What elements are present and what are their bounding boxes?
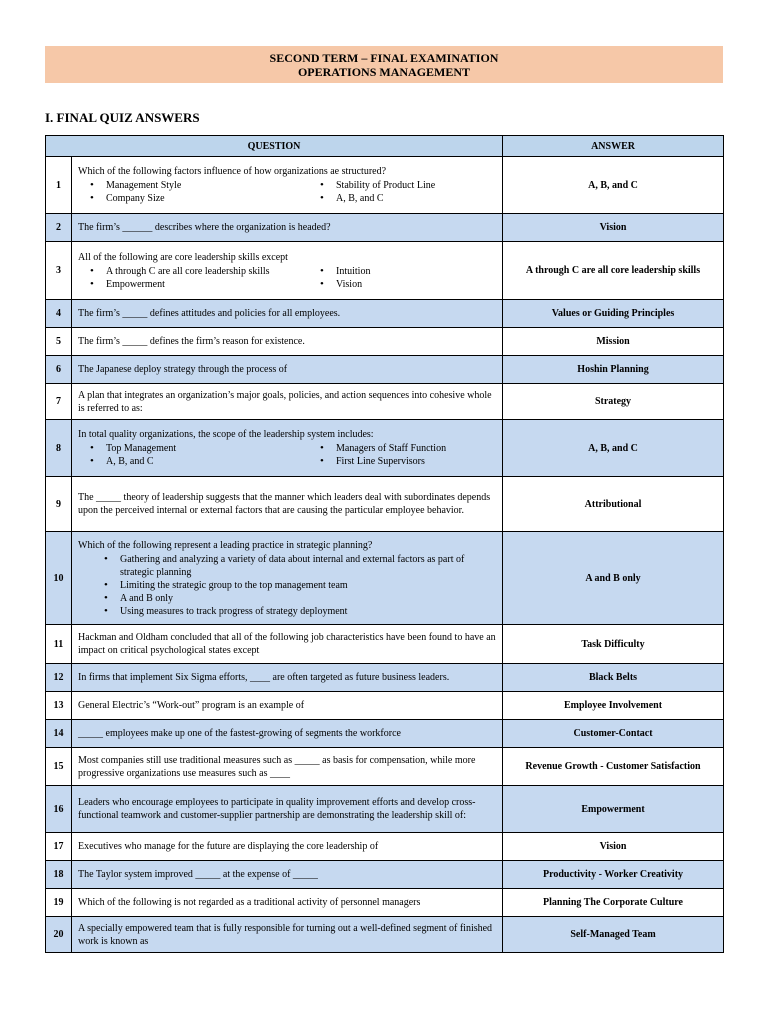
question-number: 10 [46,532,72,625]
table-row [46,664,724,692]
table-row [46,214,724,242]
answer-cell: Vision [503,214,724,242]
answer-cell: A and B only [503,532,724,625]
answer-option: • Limiting the strategic group to the top management team [102,579,496,592]
question-text: Leaders who encourage employees to participate in quality improvement efforts and develop cross-functional teamwork and customer-supplier partnership are demonstrating the leadership skill of: [78,797,476,821]
answer-cell: Planning The Corporate Culture [503,889,724,917]
question-number: 5 [46,328,72,356]
question-text: A specially empowered team that is fully responsible for turning out a well-defined segment of finished work is known as [78,922,493,947]
question-number: 20 [46,917,72,953]
answer-option: • Intuition [318,265,498,278]
answer-cell: Empowerment [503,786,724,833]
answer-options-list [78,179,496,205]
answer-cell: Productivity - Worker Creativity [503,861,724,889]
answer-cell: Values or Guiding Principles [503,300,724,328]
quiz-answer-table [45,135,724,953]
question-number: 2 [46,214,72,242]
table-row [46,300,724,328]
answer-column-header: ANSWER [503,136,724,157]
answer-cell: Black Belts [503,664,724,692]
question-number: 14 [46,720,72,748]
question-number: 19 [46,889,72,917]
question-cell [72,356,503,384]
answer-cell: Self-Managed Team [503,917,724,953]
answer-option: • First Line Supervisors [318,455,498,468]
answer-cell: Strategy [503,384,724,420]
answer-option: • A, B, and C [88,455,318,468]
course-title: OPERATIONS MANAGEMENT [297,65,471,79]
question-text: Hackman and Oldham concluded that all of the following job characteristics have been found to have an impact on critical psychological states except [78,632,496,656]
question-cell [72,300,503,328]
question-cell [72,664,503,692]
question-cell [72,861,503,889]
table-row [46,356,724,384]
question-number: 18 [46,861,72,889]
question-number: 16 [46,786,72,833]
table-row [46,477,724,532]
answer-cell: Task Difficulty [503,625,724,664]
answer-option: • Managers of Staff Function [318,442,498,455]
question-cell [72,833,503,861]
answer-option: • Empowerment [88,278,318,291]
table-row [46,748,724,786]
table-row [46,532,724,625]
question-cell [72,157,503,214]
answer-option: • Stability of Product Line [318,179,498,192]
question-number: 3 [46,242,72,300]
table-row [46,420,724,477]
question-cell [72,748,503,786]
question-cell [72,384,503,420]
question-number: 8 [46,420,72,477]
question-text: Which of the following factors influence of how organizations ae structured? [78,166,387,177]
question-text: The firm’s _____ defines attitudes and policies for all employees. [78,308,341,319]
table-row [46,917,724,953]
table-row [46,242,724,300]
table-row [46,625,724,664]
question-cell [72,786,503,833]
question-text: All of the following are core leadership skills except [78,251,288,263]
question-cell [72,532,503,625]
answer-option: • Vision [318,278,498,291]
question-cell [72,214,503,242]
answer-option: • A and B only [102,592,496,605]
question-text: The firm’s _____ defines the firm’s reason for existence. [78,336,305,347]
question-column-header: QUESTION [46,136,503,157]
question-text: Executives who manage for the future are displaying the core leadership of [78,841,379,852]
table-row [46,157,724,214]
question-text: The _____ theory of leadership suggests that the manner which leaders deal with subordinates depends upon the perceived internal or external factors that are causing the particular employee behavior. [78,492,491,516]
answer-options-list [78,442,496,468]
question-cell [72,889,503,917]
question-number: 6 [46,356,72,384]
table-row [46,720,724,748]
answer-options-list [78,553,496,618]
question-number: 11 [46,625,72,664]
answer-option: • Management Style [88,179,318,192]
exam-title: SECOND TERM – FINAL EXAMINATION [269,51,499,65]
question-text: In firms that implement Six Sigma efforts, ____ are often targeted as future business leaders. [78,672,450,683]
answer-cell: Revenue Growth - Customer Satisfaction [503,748,724,786]
answer-option: • Company Size [88,192,318,205]
question-cell [72,720,503,748]
answer-cell: Vision [503,833,724,861]
table-row [46,786,724,833]
question-number: 15 [46,748,72,786]
exam-title-band [45,46,723,83]
question-number: 1 [46,157,72,214]
question-text: Most companies still use traditional measures such as _____ as basis for compensation, while more progressive organizations use measures such as ____ [78,754,476,779]
question-text: In total quality organizations, the scope of the leadership system includes: [78,429,374,440]
question-number: 7 [46,384,72,420]
question-cell [72,692,503,720]
answer-cell: Attributional [503,477,724,532]
question-number: 12 [46,664,72,692]
answer-option: • Gathering and analyzing a variety of data about internal and external factors as part of strategic planning [102,553,496,579]
question-text: The firm’s ______ describes where the organization is headed? [78,222,331,233]
question-text: Which of the following is not regarded as a traditional activity of personnel managers [78,897,421,908]
question-cell [72,625,503,664]
answer-option: • Using measures to track progress of strategy deployment [102,605,496,618]
question-text: The Japanese deploy strategy through the process of [78,364,288,375]
table-row [46,692,724,720]
question-text: The Taylor system improved _____ at the expense of _____ [78,869,318,880]
question-cell [72,917,503,953]
table-row [46,861,724,889]
answer-cell: Hoshin Planning [503,356,724,384]
question-cell [72,328,503,356]
table-row [46,384,724,420]
answer-cell: Employee Involvement [503,692,724,720]
question-text: A plan that integrates an organization’s major goals, policies, and action sequences into cohesive whole is referred to as: [78,389,492,414]
question-number: 9 [46,477,72,532]
answer-options-list [78,265,496,291]
section-title: I. FINAL QUIZ ANSWERS [45,110,200,125]
question-cell [72,242,503,300]
question-text: Which of the following represent a leading practice in strategic planning? [78,539,373,551]
answer-cell: Mission [503,328,724,356]
answer-cell: A, B, and C [503,157,724,214]
table-header-row [46,136,724,157]
question-cell [72,477,503,532]
answer-option: • A through C are all core leadership skills [88,265,318,278]
question-number: 13 [46,692,72,720]
question-cell [72,420,503,477]
question-text: General Electric’s “Work-out” program is an example of [78,700,305,711]
table-row [46,889,724,917]
answer-option: • A, B, and C [318,192,498,205]
question-text: _____ employees make up one of the fastest-growing of segments the workforce [78,728,401,739]
table-body [46,157,724,953]
answer-option: • Top Management [88,442,318,455]
table-row [46,328,724,356]
answer-cell: A, B, and C [503,420,724,477]
question-number: 17 [46,833,72,861]
table-row [46,833,724,861]
answer-cell: A through C are all core leadership skills [503,242,724,300]
answer-cell: Customer-Contact [503,720,724,748]
question-number: 4 [46,300,72,328]
